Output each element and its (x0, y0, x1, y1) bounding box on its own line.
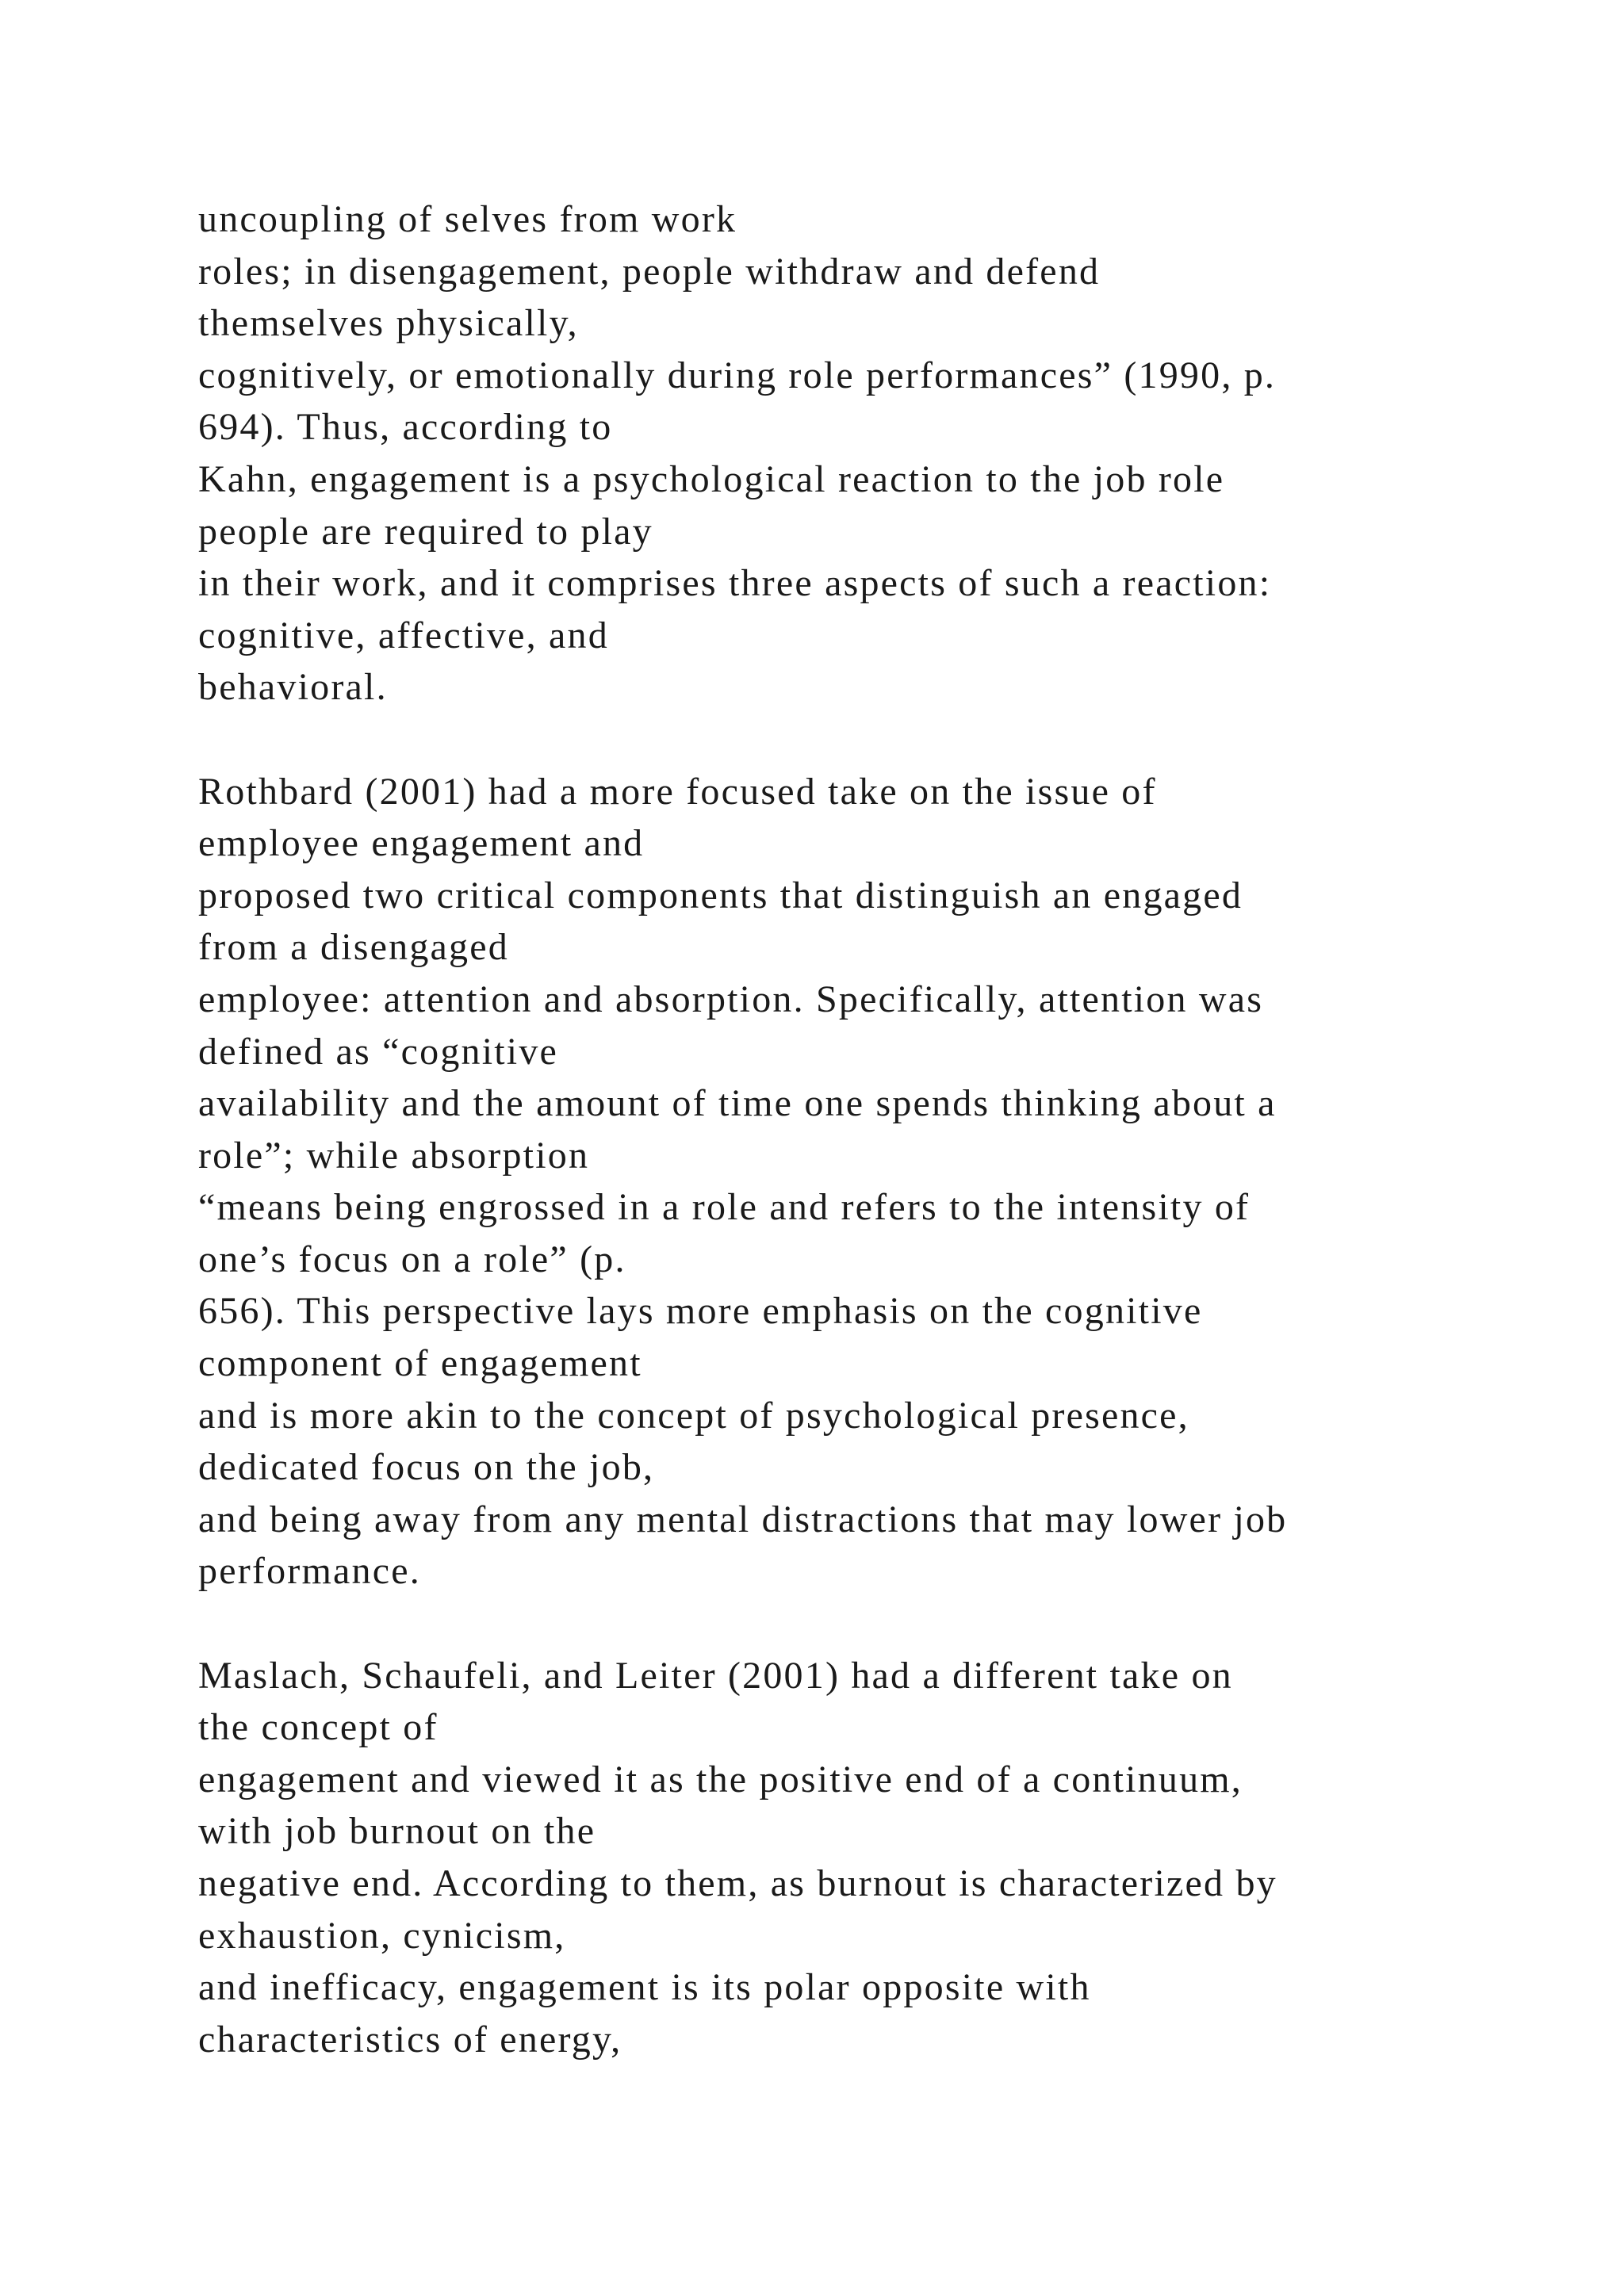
text-line: performance. (198, 1550, 421, 1593)
text-line: engagement and viewed it as the positive end of a continuum, (198, 1758, 1243, 1800)
text-line: cognitively, or emotionally during role performances” (1990, p. (198, 354, 1277, 396)
text-line: uncoupling of selves from work (198, 198, 737, 240)
text-line: behavioral. (198, 666, 388, 709)
text-line: component of engagement (198, 1342, 642, 1385)
text-line: defined as “cognitive (198, 1030, 559, 1073)
text-line: people are required to play (198, 510, 653, 553)
text-line: the concept of (198, 1706, 439, 1749)
body-text (198, 193, 1546, 2065)
text-line: roles; in disengagement, people withdraw and defend (198, 250, 1101, 293)
text-line: with job burnout on the (198, 1810, 596, 1853)
text-line: characteristics of energy, (198, 2018, 622, 2061)
text-line: employee: attention and absorption. Specifically, attention was (198, 978, 1264, 1020)
paragraph-maslach (198, 1650, 1546, 2066)
text-line: cognitive, affective, and (198, 614, 609, 656)
text-line: proposed two critical components that distinguish an engaged (198, 874, 1243, 916)
paragraph-rothbard (198, 766, 1546, 1598)
text-line: and inefficacy, engagement is its polar opposite with (198, 1966, 1091, 2009)
text-line: 694). Thus, according to (198, 406, 613, 449)
text-line: “means being engrossed in a role and refers to the intensity of (198, 1186, 1251, 1229)
text-line: exhaustion, cynicism, (198, 1914, 566, 1957)
text-line: negative end. According to them, as burnout is characterized by (198, 1862, 1277, 1904)
text-line: themselves physically, (198, 302, 579, 345)
text-line: from a disengaged (198, 926, 509, 969)
text-line: 656). This perspective lays more emphasis on the cognitive (198, 1290, 1203, 1333)
text-line: Maslach, Schaufeli, and Leiter (2001) had a different take on (198, 1654, 1233, 1697)
text-line: dedicated focus on the job, (198, 1446, 655, 1489)
text-line: Rothbard (2001) had a more focused take on the issue of (198, 770, 1157, 813)
text-line: Kahn, engagement is a psychological reaction to the job role (198, 457, 1225, 500)
text-line: employee engagement and (198, 822, 645, 865)
text-line: availability and the amount of time one spends thinking about a (198, 1082, 1277, 1125)
paragraph-kahn (198, 193, 1546, 714)
text-line: in their work, and it comprises three aspects of such a reaction: (198, 562, 1272, 605)
text-line: and being away from any mental distractions that may lower job (198, 1498, 1288, 1540)
text-line: and is more akin to the concept of psychological presence, (198, 1394, 1189, 1437)
text-line: role”; while absorption (198, 1134, 590, 1177)
text-line: one’s focus on a role” (p. (198, 1238, 626, 1280)
